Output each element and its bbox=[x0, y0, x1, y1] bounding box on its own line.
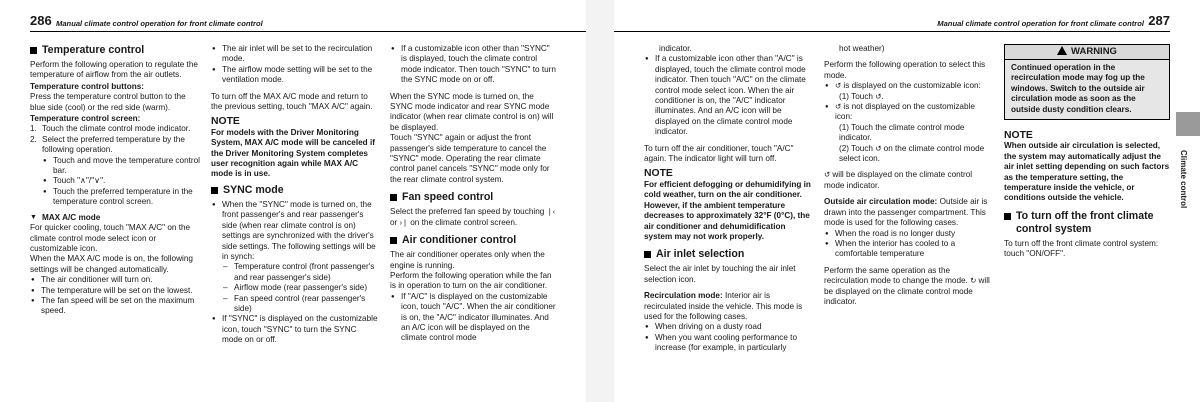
list-item: ● ↺ is not displayed on the customizable icon: bbox=[824, 102, 994, 123]
maxac-intro: For quicker cooling, touch "MAX A/C" on the climate control mode select icon or customizable icon. bbox=[30, 223, 191, 253]
ac-text-1: The air conditioner operates only when the engine is running. bbox=[390, 250, 545, 270]
list-item: ● When the "SYNC" mode is turned on, the front passenger's and rear passenger's side (when rear climate control is on) settings are synchronized with the driver's side settings. The following settings will be in synch: bbox=[211, 200, 378, 262]
right-column-2 bbox=[824, 44, 994, 307]
left-page bbox=[0, 0, 586, 402]
maxac-bullets bbox=[30, 275, 200, 317]
recirc-steps-2 bbox=[824, 123, 994, 165]
sync-cancel-text: Touch "SYNC" again or adjust the front passenger's side temperature to cancel the "SYNC" mode. Operating the rear climate control panel cancels "SYNC" mode only for the rear climate control system. bbox=[390, 133, 550, 184]
turn-off-heading: To turn off the front climate control system bbox=[1004, 210, 1170, 236]
list-item: (1) Touch the climate control mode indicator. bbox=[839, 122, 965, 143]
right-page bbox=[614, 0, 1200, 402]
maxac-more-bullets bbox=[211, 44, 378, 86]
sync-mode-heading: SYNC mode bbox=[211, 184, 378, 197]
chapter-tab bbox=[1176, 112, 1200, 136]
section-square-icon bbox=[644, 251, 651, 258]
maxac-heading: ▼ MAX A/C mode bbox=[30, 212, 101, 222]
sync-bullets bbox=[211, 200, 378, 262]
recirculation-icon: ↺ bbox=[824, 170, 831, 180]
section-square-icon bbox=[211, 187, 218, 194]
temp-buttons-text: Press the temperature control button to the blue side (cool) or the red side (warm). bbox=[30, 92, 186, 112]
note-title: NOTE bbox=[1004, 130, 1033, 142]
outside-air-text: Outside air circulation mode: Outside air is drawn into the passenger compartment. This mode is used for the following cases. bbox=[824, 197, 988, 228]
recirc-intro: Perform the following operation to select this mode. bbox=[824, 60, 986, 80]
maxac-when: When the MAX A/C mode is on, the following settings will be changed automatically. bbox=[30, 254, 193, 274]
left-column-2 bbox=[211, 44, 378, 346]
sync-dash-list bbox=[211, 262, 378, 314]
list-item: – Fan speed control (rear passenger's side) bbox=[222, 294, 378, 315]
ac-bullets-2 bbox=[644, 54, 814, 137]
warning-icon bbox=[1057, 46, 1067, 55]
list-item: ● When you want cooling performance to increase (for example, in particularly bbox=[644, 333, 814, 354]
temp-sub-bullets bbox=[30, 156, 200, 208]
section-square-icon bbox=[30, 47, 37, 54]
triangle-icon: ▼ bbox=[30, 213, 37, 221]
temp-screen-heading: Temperature control screen: bbox=[30, 114, 141, 124]
right-column-3 bbox=[1004, 44, 1170, 260]
note-title: NOTE bbox=[211, 116, 240, 128]
list-item: ● Touch "∧"/"∨". bbox=[42, 176, 200, 186]
recirc-cont: hot weather) bbox=[839, 44, 885, 53]
note-text: For efficient defogging or dehumidifying in cold weather, turn on the air conditioner. However, if the ambient temperature decreases to approximately 32°F (0°C), the air conditioner and dehumidification system may not work properly. bbox=[644, 179, 811, 241]
temp-buttons-heading: Temperature control buttons: bbox=[30, 81, 145, 91]
air-conditioner-heading: Air conditioner control bbox=[390, 234, 557, 247]
sync-bullets-3 bbox=[390, 44, 557, 86]
note-title: NOTE bbox=[644, 168, 673, 180]
recirculation-car-icon: ↺ bbox=[875, 91, 882, 101]
sync-bullets-2 bbox=[211, 314, 378, 345]
list-item: ● If a customizable icon other than "SYNC" is displayed, touch the climate control mode indicator. Then touch "SYNC" to turn the SYNC mode on or off. bbox=[390, 44, 557, 86]
page-gutter bbox=[586, 0, 614, 402]
recirc-step-1: (1) Touch ↺. bbox=[839, 91, 884, 101]
list-item: 2. Select the preferred temperature by the following operation. bbox=[30, 134, 185, 155]
temperature-control-heading: Temperature control bbox=[30, 44, 200, 57]
air-inlet-text: Select the air inlet by touching the air inlet selection icon. bbox=[644, 264, 796, 284]
temp-steps bbox=[30, 124, 200, 155]
left-header-title: Manual climate control operation for front climate control bbox=[56, 19, 263, 28]
sync-on-text: When the SYNC mode is turned on, the SYNC mode indicator and rear SYNC mode indicator (when rear climate control is on) will be displayed. bbox=[390, 91, 554, 132]
fan-increase-icon: ›❘ bbox=[399, 217, 408, 227]
recirc-display-text: ↺ will be displayed on the climate control mode indicator. bbox=[824, 170, 973, 190]
recirculation-icon: ↺ bbox=[835, 102, 842, 112]
recirculation-bullets bbox=[644, 322, 814, 353]
recirculation-icon: ↺ bbox=[875, 143, 882, 153]
turn-off-text: To turn off the front climate control system: touch "ON/OFF". bbox=[1004, 238, 1159, 259]
list-item: ● Touch and move the temperature control bar. bbox=[42, 156, 200, 177]
ac-text-2: Perform the following operation while the fan is in operation to turn on the air conditioner. bbox=[390, 270, 552, 291]
list-item: (2) Touch ↺ on the climate control mode select icon. bbox=[839, 143, 985, 164]
left-page-number: 286 bbox=[30, 13, 52, 28]
list-item: ● The fan speed will be set on the maximum speed. bbox=[30, 296, 200, 317]
section-square-icon bbox=[390, 237, 397, 244]
section-square-icon bbox=[1004, 213, 1011, 220]
right-page-number: 287 bbox=[1148, 13, 1170, 28]
ac-bullets bbox=[390, 292, 557, 344]
note-text: When outside air circulation is selected, the system may automatically adjust the air inlet setting depending on such factors as the temperature setting, the temperature inside the vehicle, or conditions outside the vehicle. bbox=[1004, 141, 1170, 203]
outside-air-icon: ↻ bbox=[970, 276, 977, 286]
warning-header: WARNING bbox=[1005, 45, 1169, 60]
recirc-ops-2 bbox=[824, 102, 994, 123]
air-inlet-heading: Air inlet selection bbox=[644, 248, 814, 261]
warning-text: Continued operation in the recirculation mode may fog up the windows. Switch to the outside air circulation mode as soon as the outside dusty condition clears. bbox=[1005, 60, 1169, 119]
right-column-1 bbox=[644, 44, 814, 354]
section-square-icon bbox=[390, 194, 397, 201]
list-item: – Temperature control (front passenger's and rear passenger's side) bbox=[222, 262, 378, 283]
temp-intro: Perform the following operation to regulate the temperature of airflow from the air outlets. bbox=[30, 60, 198, 80]
list-item: – Airflow mode (rear passenger's side) bbox=[222, 283, 378, 293]
recirc-ops bbox=[824, 81, 994, 91]
chapter-label: Climate control bbox=[1179, 150, 1188, 209]
list-item: ● When driving on a dusty road bbox=[644, 322, 814, 332]
list-item: ● ↺ is displayed on the customizable icon: bbox=[824, 81, 994, 91]
fan-speed-heading: Fan speed control bbox=[390, 191, 557, 204]
outside-air-same-op: Perform the same operation as the recirculation mode to change the mode. ↻ will be displayed on the climate control mode indicator. bbox=[824, 265, 990, 306]
recirculation-icon: ↺ bbox=[835, 81, 842, 91]
right-header bbox=[614, 14, 1170, 32]
list-item: ● When the road is no longer dusty bbox=[824, 229, 994, 239]
left-column-1 bbox=[30, 44, 200, 317]
list-item: ● If "A/C" is displayed on the customizable icon, touch "A/C". When the air conditioner is on, the "A/C" indicator illuminates. And an A/C icon will be displayed on the climate control mode bbox=[390, 292, 557, 344]
list-item: ● Touch the preferred temperature in the temperature control screen. bbox=[42, 187, 200, 208]
list-item: ● When the interior has cooled to a comfortable temperature bbox=[824, 239, 994, 260]
list-item: ● The airflow mode setting will be set to the ventilation mode. bbox=[211, 65, 378, 86]
fan-decrease-icon: ❘‹ bbox=[546, 207, 555, 217]
left-column-3 bbox=[390, 44, 557, 344]
list-item: ● If "SYNC" is displayed on the customizable icon, touch "SYNC" to turn the SYNC mode on or off. bbox=[211, 314, 378, 345]
right-header-title: Manual climate control operation for front climate control bbox=[937, 19, 1144, 28]
list-item: ● The temperature will be set on the lowest. bbox=[30, 286, 200, 296]
list-item: 1. Touch the climate control mode indicator. bbox=[30, 124, 191, 134]
left-header bbox=[30, 14, 586, 32]
recirculation-text: Recirculation mode: Interior air is recirculated inside the vehicle. This mode is used for the following cases. bbox=[644, 291, 803, 321]
list-item: ● If a customizable icon other than "A/C" is displayed, touch the climate control mode indicator. Then touch "A/C" on the climate control mode select icon. When the air conditioner is on, the "A/C" indicator illuminates. And an A/C icon will be displayed on the climate control mode indicator. bbox=[644, 54, 814, 137]
ac-turn-off: To turn off the air conditioner, touch "A/C" again. The indicator light will turn off. bbox=[644, 143, 794, 164]
maxac-turn-off: To turn off the MAX A/C mode and return to the previous setting, touch "MAX A/C" again. bbox=[211, 91, 373, 112]
list-item: ● The air inlet will be set to the recirculation mode. bbox=[211, 44, 378, 65]
warning-box bbox=[1004, 44, 1170, 120]
list-item: ● The air conditioner will turn on. bbox=[30, 275, 200, 285]
fan-speed-text: Select the preferred fan speed by touching ❘‹ or ›❘ on the climate control screen. bbox=[390, 207, 555, 227]
note-text: For models with the Driver Monitoring System, MAX A/C mode will be canceled if the Driver Monitoring System completes user recognition again while MAX A/C mode is in use. bbox=[211, 127, 375, 179]
ac-cont: indicator. bbox=[659, 44, 692, 53]
outside-air-bullets bbox=[824, 229, 994, 260]
